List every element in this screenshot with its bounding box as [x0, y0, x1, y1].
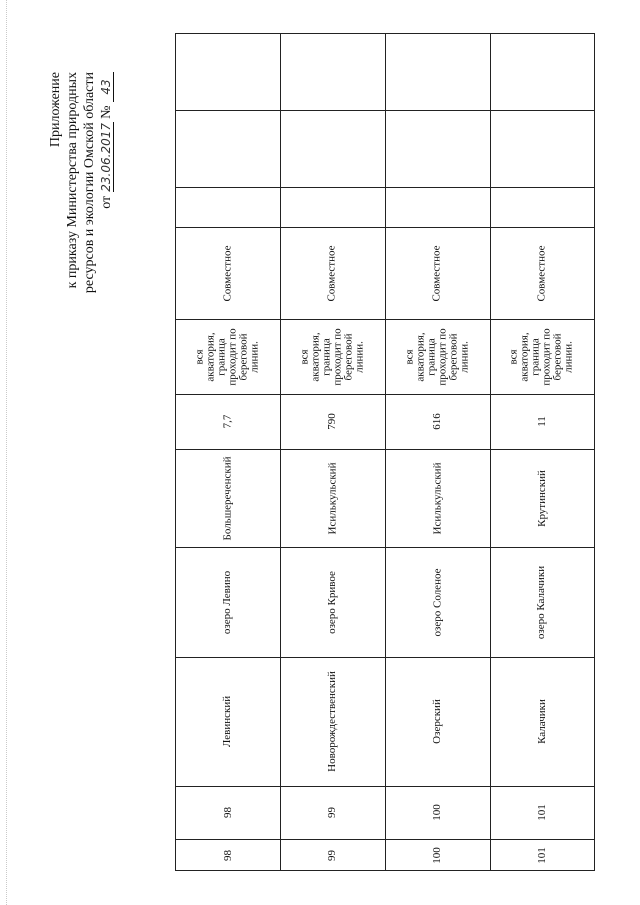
column-divider	[176, 110, 594, 111]
usage-type-cell	[490, 227, 594, 319]
row-index: 101	[535, 847, 548, 864]
district-cell	[176, 449, 280, 547]
district-cell	[280, 449, 385, 547]
usage-type-cell	[385, 227, 490, 319]
water-bodies-table	[175, 33, 595, 871]
area-cell	[176, 394, 280, 449]
index-cell	[490, 839, 594, 872]
header-title: Приложение	[48, 72, 63, 148]
usage-type-cell	[176, 227, 280, 319]
row-number: 99	[326, 807, 338, 818]
water-body-cell	[280, 547, 385, 657]
appendix-header	[47, 72, 119, 312]
border-description: вся акватория, граница проходит по береговой линии.	[298, 327, 366, 386]
from-label: от	[99, 195, 114, 209]
water-body: озеро Кривое	[326, 570, 338, 634]
water-body: озеро Соленое	[430, 568, 443, 636]
row-number: 100	[431, 804, 443, 821]
number-cell	[176, 786, 280, 839]
number-cell	[490, 786, 594, 839]
row-number: 101	[535, 804, 548, 821]
settlement-cell	[385, 657, 490, 786]
area-cell	[490, 394, 594, 449]
index-cell	[385, 839, 490, 872]
district: Исилькульский	[326, 462, 338, 534]
district-cell	[490, 449, 594, 547]
water-body-cell	[490, 547, 594, 657]
district-cell	[385, 449, 490, 547]
border-description: вся акватория, граница проходит по береговой линии.	[403, 327, 471, 386]
settlement-cell	[490, 657, 594, 786]
water-body: озеро Левино	[221, 570, 234, 634]
number-cell	[385, 786, 490, 839]
row-index: 98	[221, 850, 234, 861]
row-number: 98	[221, 807, 234, 818]
settlement: Калачики	[535, 699, 548, 744]
area-value: 11	[535, 416, 548, 427]
index-cell	[176, 839, 280, 872]
row-index: 100	[431, 847, 443, 864]
number-cell	[280, 786, 385, 839]
header-date-line	[98, 72, 115, 312]
border-description: вся акватория, граница проходит по береговой линии.	[508, 327, 575, 386]
row-index: 99	[326, 850, 338, 861]
border-description-cell	[490, 319, 594, 394]
usage-type: Совместное	[326, 244, 338, 302]
usage-type-cell	[280, 227, 385, 319]
settlement-cell	[280, 657, 385, 786]
number-label: №	[99, 105, 114, 119]
area-value: 7,7	[221, 414, 234, 429]
column-divider	[176, 187, 594, 188]
district: Исилькульский	[431, 462, 443, 534]
area-value: 616	[431, 413, 443, 430]
area-value: 790	[326, 413, 338, 430]
border-description-cell	[280, 319, 385, 394]
settlement-cell	[176, 657, 280, 786]
district: Крутинский	[535, 469, 548, 527]
usage-type: Совместное	[221, 244, 234, 302]
border-description-cell	[385, 319, 490, 394]
border-description: вся акватория, граница проходит по береговой линии.	[194, 327, 261, 386]
water-body-cell	[385, 547, 490, 657]
usage-type: Совместное	[431, 244, 443, 302]
scan-edge-dots	[6, 0, 7, 905]
border-description-cell	[176, 319, 280, 394]
area-cell	[280, 394, 385, 449]
handwritten-date: 23.06.2017	[99, 123, 113, 192]
handwritten-number: 43	[99, 72, 114, 102]
settlement: Новорождественский	[325, 671, 338, 772]
water-body-cell	[176, 547, 280, 657]
settlement: Левинский	[221, 695, 234, 748]
usage-type: Совместное	[535, 244, 548, 302]
index-cell	[280, 839, 385, 872]
area-cell	[385, 394, 490, 449]
water-body: озеро Калачики	[535, 565, 548, 639]
settlement: Озерский	[430, 699, 443, 744]
header-line-2: ресурсов и экологии Омской области	[82, 72, 97, 294]
header-line-1: к приказу Министерства природных	[65, 72, 80, 289]
district: Большереченский	[221, 456, 234, 540]
